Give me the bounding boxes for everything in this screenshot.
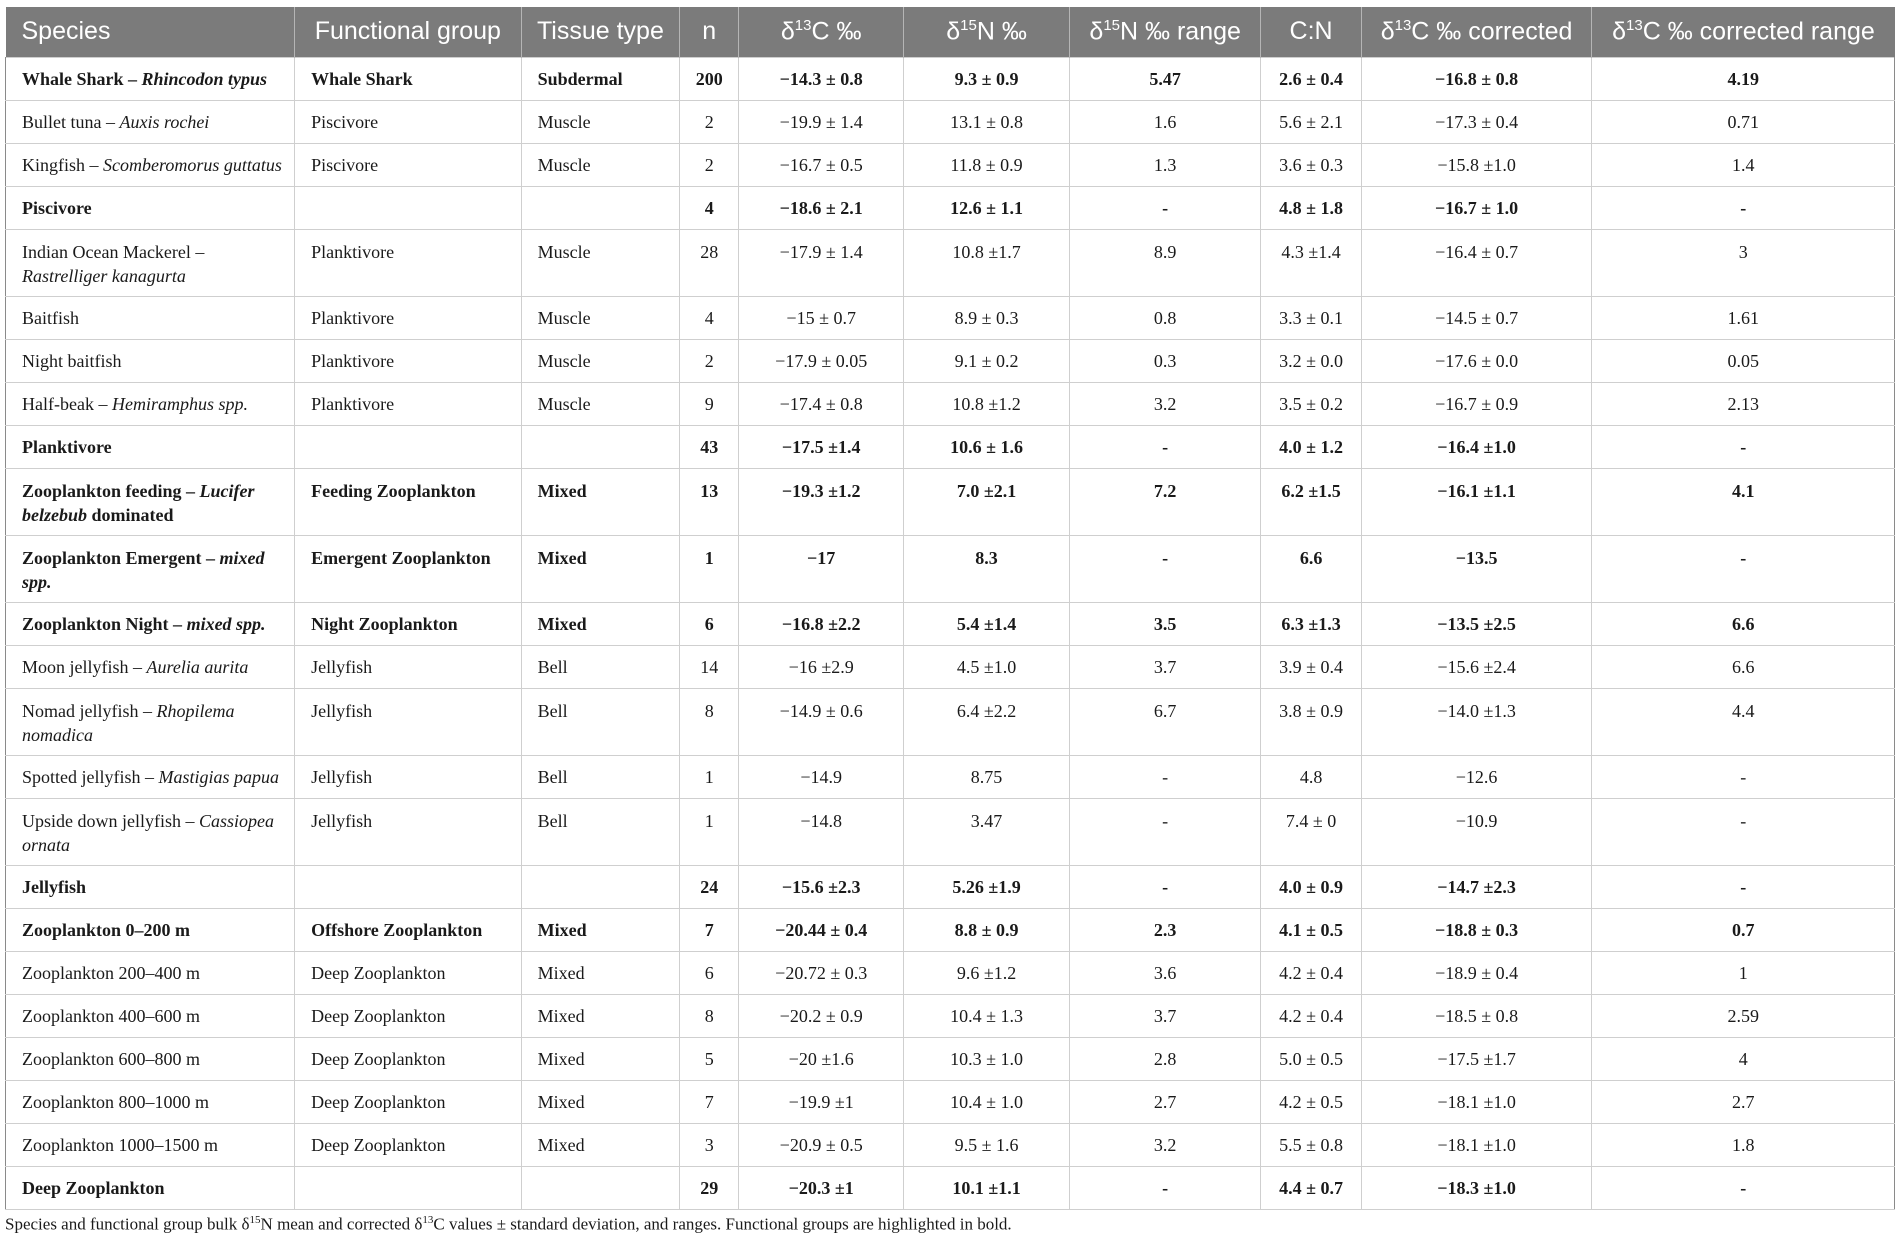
cell-functional-group: Deep Zooplankton <box>295 1080 522 1123</box>
cell-cn: 4.8 ± 1.8 <box>1261 186 1361 229</box>
cell-d13c: −14.9 <box>739 755 904 798</box>
header-n: n <box>680 7 739 57</box>
table-header-row <box>6 7 1895 57</box>
isotope-table <box>5 7 1895 1210</box>
cell-d15n-range: 6.7 <box>1069 688 1261 755</box>
cell-d13c-corrected-range: - <box>1592 1166 1895 1209</box>
cell-d13c-corrected-range: 2.59 <box>1592 994 1895 1037</box>
cell-tissue-type: Subdermal <box>521 57 680 100</box>
cell-n: 2 <box>680 339 739 382</box>
cell-cn: 3.6 ± 0.3 <box>1261 143 1361 186</box>
cell-d13c-corrected: −16.8 ± 0.8 <box>1361 57 1592 100</box>
cell-d13c-corrected: −16.7 ± 0.9 <box>1361 382 1592 425</box>
cell-n: 2 <box>680 143 739 186</box>
table-row <box>6 645 1895 688</box>
cell-functional-group: Emergent Zooplankton <box>295 535 522 602</box>
cell-d13c-corrected-range: 1.8 <box>1592 1123 1895 1166</box>
cell-n: 4 <box>680 296 739 339</box>
cell-d15n: 9.1 ± 0.2 <box>904 339 1070 382</box>
cell-tissue-type: Bell <box>521 645 680 688</box>
cell-cn: 6.3 ±1.3 <box>1261 602 1361 645</box>
cell-d13c-corrected: −14.0 ±1.3 <box>1361 688 1592 755</box>
table-row <box>6 1037 1895 1080</box>
table-row <box>6 798 1895 865</box>
cell-functional-group: Jellyfish <box>295 688 522 755</box>
cell-d13c: −15 ± 0.7 <box>739 296 904 339</box>
cell-d13c: −20.9 ± 0.5 <box>739 1123 904 1166</box>
cell-d13c-corrected-range: 0.05 <box>1592 339 1895 382</box>
cell-d15n: 8.8 ± 0.9 <box>904 908 1070 951</box>
cell-d13c: −17.5 ±1.4 <box>739 425 904 468</box>
cell-species: Planktivore <box>6 425 295 468</box>
cell-d15n: 8.9 ± 0.3 <box>904 296 1070 339</box>
cell-d13c-corrected-range: 4 <box>1592 1037 1895 1080</box>
cell-d13c-corrected: −18.9 ± 0.4 <box>1361 951 1592 994</box>
cell-d15n: 9.6 ±1.2 <box>904 951 1070 994</box>
table-row <box>6 468 1895 535</box>
cell-species: Jellyfish <box>6 865 295 908</box>
cell-species: Zooplankton 0–200 m <box>6 908 295 951</box>
table-row <box>6 1166 1895 1209</box>
cell-d15n-range: 0.8 <box>1069 296 1261 339</box>
cell-species: Half-beak – Hemiramphus spp. <box>6 382 295 425</box>
cell-n: 4 <box>680 186 739 229</box>
cell-species: Upside down jellyfish – Cassiopea ornata <box>6 798 295 865</box>
cell-tissue-type: Muscle <box>521 100 680 143</box>
cell-n: 28 <box>680 229 739 296</box>
cell-d13c-corrected: −15.8 ±1.0 <box>1361 143 1592 186</box>
cell-cn: 4.2 ± 0.5 <box>1261 1080 1361 1123</box>
cell-cn: 3.9 ± 0.4 <box>1261 645 1361 688</box>
table-row <box>6 602 1895 645</box>
cell-cn: 3.8 ± 0.9 <box>1261 688 1361 755</box>
cell-tissue-type: Muscle <box>521 143 680 186</box>
cell-d13c-corrected-range: 4.1 <box>1592 468 1895 535</box>
cell-species: Baitfish <box>6 296 295 339</box>
cell-n: 9 <box>680 382 739 425</box>
cell-d13c-corrected: −18.3 ±1.0 <box>1361 1166 1592 1209</box>
table-row <box>6 1080 1895 1123</box>
cell-d15n-range: 3.2 <box>1069 382 1261 425</box>
cell-functional-group <box>295 1166 522 1209</box>
cell-d15n: 6.4 ±2.2 <box>904 688 1070 755</box>
cell-tissue-type: Mixed <box>521 1080 680 1123</box>
cell-tissue-type: Mixed <box>521 951 680 994</box>
cell-species: Indian Ocean Mackerel – Rastrelliger kanagurta <box>6 229 295 296</box>
header-d13c-corrected-range: $\delta^{13}C$ ‰ corrected range <box>1592 7 1895 57</box>
cell-d13c: −20 ±1.6 <box>739 1037 904 1080</box>
cell-cn: 4.3 ±1.4 <box>1261 229 1361 296</box>
cell-n: 7 <box>680 908 739 951</box>
cell-tissue-type: Bell <box>521 755 680 798</box>
cell-n: 8 <box>680 994 739 1037</box>
cell-d13c: −16.8 ±2.2 <box>739 602 904 645</box>
cell-tissue-type: Mixed <box>521 1037 680 1080</box>
cell-tissue-type: Bell <box>521 688 680 755</box>
cell-d13c-corrected: −18.1 ±1.0 <box>1361 1080 1592 1123</box>
cell-tissue-type: Muscle <box>521 339 680 382</box>
cell-d13c-corrected: −17.6 ± 0.0 <box>1361 339 1592 382</box>
cell-tissue-type: Muscle <box>521 382 680 425</box>
cell-d15n-range: 7.2 <box>1069 468 1261 535</box>
cell-cn: 6.2 ±1.5 <box>1261 468 1361 535</box>
cell-tissue-type: Mixed <box>521 535 680 602</box>
cell-tissue-type: Mixed <box>521 994 680 1037</box>
cell-d13c: −17.4 ± 0.8 <box>739 382 904 425</box>
header-d13c: $\delta^{13}C$ ‰ <box>739 7 904 57</box>
header-functional-group: Functional group <box>295 7 522 57</box>
cell-tissue-type: Muscle <box>521 229 680 296</box>
cell-d13c-corrected-range: 0.71 <box>1592 100 1895 143</box>
cell-species: Zooplankton 800–1000 m <box>6 1080 295 1123</box>
header-d15n-range: $\delta^{15}N$ ‰ range <box>1069 7 1261 57</box>
cell-d15n: 10.8 ±1.7 <box>904 229 1070 296</box>
cell-species: Zooplankton 1000–1500 m <box>6 1123 295 1166</box>
table-caption: Species and functional group bulk $\delta^{15}N$ mean and corrected $\delta^{13}C$ values ± standard deviation, and ranges. Functional groups are highlighted in bold. <box>5 1214 1012 1234</box>
cell-n: 43 <box>680 425 739 468</box>
cell-d13c: −17.9 ± 1.4 <box>739 229 904 296</box>
cell-species: Zooplankton 200–400 m <box>6 951 295 994</box>
cell-species: Kingfish – Scomberomorus guttatus <box>6 143 295 186</box>
cell-functional-group: Whale Shark <box>295 57 522 100</box>
header-d13c-corrected: $\delta^{13}C$ ‰ corrected <box>1361 7 1592 57</box>
cell-functional-group: Jellyfish <box>295 755 522 798</box>
cell-n: 1 <box>680 798 739 865</box>
cell-tissue-type <box>521 1166 680 1209</box>
cell-tissue-type <box>521 186 680 229</box>
cell-n: 1 <box>680 755 739 798</box>
cell-functional-group <box>295 865 522 908</box>
cell-d15n: 9.3 ± 0.9 <box>904 57 1070 100</box>
cell-n: 2 <box>680 100 739 143</box>
cell-species: Bullet tuna – Auxis rochei <box>6 100 295 143</box>
cell-d15n-range: - <box>1069 1166 1261 1209</box>
cell-d13c: −19.3 ±1.2 <box>739 468 904 535</box>
cell-d13c-corrected-range: - <box>1592 186 1895 229</box>
cell-tissue-type <box>521 865 680 908</box>
cell-d13c-corrected-range: - <box>1592 755 1895 798</box>
table-row <box>6 296 1895 339</box>
cell-d15n-range: 1.3 <box>1069 143 1261 186</box>
cell-d15n-range: 3.2 <box>1069 1123 1261 1166</box>
cell-cn: 4.0 ± 1.2 <box>1261 425 1361 468</box>
cell-functional-group: Piscivore <box>295 100 522 143</box>
cell-d15n-range: - <box>1069 755 1261 798</box>
cell-cn: 4.8 <box>1261 755 1361 798</box>
header-species: Species <box>21 17 111 46</box>
cell-d13c-corrected: −14.5 ± 0.7 <box>1361 296 1592 339</box>
cell-d13c-corrected-range: - <box>1592 425 1895 468</box>
cell-functional-group: Planktivore <box>295 296 522 339</box>
cell-tissue-type: Bell <box>521 798 680 865</box>
table-body <box>6 57 1895 1209</box>
cell-d15n-range: - <box>1069 865 1261 908</box>
cell-d15n-range: 3.5 <box>1069 602 1261 645</box>
cell-d15n-range: - <box>1069 425 1261 468</box>
cell-d13c-corrected: −16.4 ±1.0 <box>1361 425 1592 468</box>
cell-species: Zooplankton feeding – Lucifer belzebub dominated <box>6 468 295 535</box>
cell-d13c-corrected: −17.5 ±1.7 <box>1361 1037 1592 1080</box>
cell-tissue-type: Mixed <box>521 602 680 645</box>
cell-n: 8 <box>680 688 739 755</box>
cell-cn: 5.5 ± 0.8 <box>1261 1123 1361 1166</box>
cell-functional-group: Deep Zooplankton <box>295 951 522 994</box>
cell-d15n-range: 3.7 <box>1069 994 1261 1037</box>
cell-functional-group: Planktivore <box>295 339 522 382</box>
cell-d13c-corrected: −18.1 ±1.0 <box>1361 1123 1592 1166</box>
cell-d15n: 12.6 ± 1.1 <box>904 186 1070 229</box>
cell-d13c-corrected: −13.5 <box>1361 535 1592 602</box>
cell-functional-group: Planktivore <box>295 229 522 296</box>
cell-d13c: −20.3 ±1 <box>739 1166 904 1209</box>
cell-cn: 3.5 ± 0.2 <box>1261 382 1361 425</box>
cell-cn: 3.3 ± 0.1 <box>1261 296 1361 339</box>
table-row <box>6 339 1895 382</box>
cell-d15n: 10.3 ± 1.0 <box>904 1037 1070 1080</box>
cell-cn: 4.1 ± 0.5 <box>1261 908 1361 951</box>
cell-d15n-range: 5.47 <box>1069 57 1261 100</box>
cell-species: Zooplankton 400–600 m <box>6 994 295 1037</box>
cell-d13c-corrected-range: 2.13 <box>1592 382 1895 425</box>
cell-d15n: 7.0 ±2.1 <box>904 468 1070 535</box>
cell-d15n-range: 3.7 <box>1069 645 1261 688</box>
cell-cn: 7.4 ± 0 <box>1261 798 1361 865</box>
table-row <box>6 755 1895 798</box>
cell-functional-group: Planktivore <box>295 382 522 425</box>
cell-d13c: −20.2 ± 0.9 <box>739 994 904 1037</box>
cell-d13c-corrected-range: 3 <box>1592 229 1895 296</box>
table-row <box>6 865 1895 908</box>
cell-d13c-corrected: −18.5 ± 0.8 <box>1361 994 1592 1037</box>
cell-d13c-corrected: −15.6 ±2.4 <box>1361 645 1592 688</box>
cell-d15n-range: - <box>1069 535 1261 602</box>
cell-d13c: −16.7 ± 0.5 <box>739 143 904 186</box>
cell-d15n-range: 0.3 <box>1069 339 1261 382</box>
cell-cn: 5.6 ± 2.1 <box>1261 100 1361 143</box>
cell-d13c: −16 ±2.9 <box>739 645 904 688</box>
cell-functional-group: Deep Zooplankton <box>295 1037 522 1080</box>
table-row <box>6 143 1895 186</box>
cell-d13c-corrected-range: 1.61 <box>1592 296 1895 339</box>
cell-d13c: −14.9 ± 0.6 <box>739 688 904 755</box>
cell-functional-group: Deep Zooplankton <box>295 1123 522 1166</box>
cell-d13c-corrected-range: 2.7 <box>1592 1080 1895 1123</box>
cell-tissue-type: Mixed <box>521 908 680 951</box>
cell-cn: 2.6 ± 0.4 <box>1261 57 1361 100</box>
table-row <box>6 382 1895 425</box>
cell-functional-group: Night Zooplankton <box>295 602 522 645</box>
cell-d13c-corrected: −14.7 ±2.3 <box>1361 865 1592 908</box>
cell-species: Zooplankton 600–800 m <box>6 1037 295 1080</box>
cell-species: Zooplankton Emergent – mixed spp. <box>6 535 295 602</box>
cell-tissue-type: Mixed <box>521 1123 680 1166</box>
cell-species: Zooplankton Night – mixed spp. <box>6 602 295 645</box>
cell-functional-group: Jellyfish <box>295 645 522 688</box>
cell-species: Piscivore <box>6 186 295 229</box>
cell-n: 5 <box>680 1037 739 1080</box>
cell-cn: 4.0 ± 0.9 <box>1261 865 1361 908</box>
cell-functional-group: Offshore Zooplankton <box>295 908 522 951</box>
cell-cn: 3.2 ± 0.0 <box>1261 339 1361 382</box>
cell-d13c-corrected: −18.8 ± 0.3 <box>1361 908 1592 951</box>
cell-d15n: 5.26 ±1.9 <box>904 865 1070 908</box>
table-row <box>6 688 1895 755</box>
cell-d13c-corrected-range: 1 <box>1592 951 1895 994</box>
cell-d13c: −17.9 ± 0.05 <box>739 339 904 382</box>
cell-functional-group <box>295 186 522 229</box>
cell-d13c-corrected: −16.4 ± 0.7 <box>1361 229 1592 296</box>
cell-d13c-corrected-range: - <box>1592 865 1895 908</box>
cell-d15n: 4.5 ±1.0 <box>904 645 1070 688</box>
cell-d15n-range: - <box>1069 186 1261 229</box>
cell-species: Deep Zooplankton <box>6 1166 295 1209</box>
cell-d15n-range: 1.6 <box>1069 100 1261 143</box>
cell-tissue-type: Muscle <box>521 296 680 339</box>
cell-d15n: 8.3 <box>904 535 1070 602</box>
cell-d15n-range: - <box>1069 798 1261 865</box>
cell-d15n: 10.1 ±1.1 <box>904 1166 1070 1209</box>
cell-n: 14 <box>680 645 739 688</box>
table-row <box>6 994 1895 1037</box>
cell-d13c: −20.72 ± 0.3 <box>739 951 904 994</box>
cell-d15n: 10.4 ± 1.0 <box>904 1080 1070 1123</box>
cell-cn: 4.4 ± 0.7 <box>1261 1166 1361 1209</box>
table-row <box>6 229 1895 296</box>
cell-d15n-range: 2.8 <box>1069 1037 1261 1080</box>
table-row <box>6 951 1895 994</box>
cell-d13c-corrected-range: 4.19 <box>1592 57 1895 100</box>
cell-d15n: 10.4 ± 1.3 <box>904 994 1070 1037</box>
cell-d15n: 3.47 <box>904 798 1070 865</box>
cell-n: 6 <box>680 602 739 645</box>
cell-d13c-corrected-range: 4.4 <box>1592 688 1895 755</box>
table-row <box>6 186 1895 229</box>
cell-species: Nomad jellyfish – Rhopilema nomadica <box>6 688 295 755</box>
table-row <box>6 1123 1895 1166</box>
cell-cn: 6.6 <box>1261 535 1361 602</box>
cell-functional-group: Jellyfish <box>295 798 522 865</box>
cell-d13c-corrected: −13.5 ±2.5 <box>1361 602 1592 645</box>
cell-d15n: 5.4 ±1.4 <box>904 602 1070 645</box>
cell-d15n-range: 2.7 <box>1069 1080 1261 1123</box>
cell-d13c: −20.44 ± 0.4 <box>739 908 904 951</box>
cell-d13c-corrected-range: 0.7 <box>1592 908 1895 951</box>
cell-d13c: −17 <box>739 535 904 602</box>
cell-d13c: −15.6 ±2.3 <box>739 865 904 908</box>
cell-n: 6 <box>680 951 739 994</box>
table-row <box>6 57 1895 100</box>
header-d15n: $\delta^{15}N$ ‰ <box>904 7 1070 57</box>
cell-d13c-corrected-range: 6.6 <box>1592 602 1895 645</box>
cell-species: Moon jellyfish – Aurelia aurita <box>6 645 295 688</box>
cell-cn: 5.0 ± 0.5 <box>1261 1037 1361 1080</box>
cell-d13c: −14.3 ± 0.8 <box>739 57 904 100</box>
cell-d15n-range: 8.9 <box>1069 229 1261 296</box>
table-row <box>6 100 1895 143</box>
cell-d13c: −19.9 ±1 <box>739 1080 904 1123</box>
cell-d13c: −18.6 ± 2.1 <box>739 186 904 229</box>
cell-d13c-corrected-range: 6.6 <box>1592 645 1895 688</box>
table-row <box>6 535 1895 602</box>
cell-tissue-type: Mixed <box>521 468 680 535</box>
table-row <box>6 425 1895 468</box>
cell-n: 7 <box>680 1080 739 1123</box>
cell-functional-group: Feeding Zooplankton <box>295 468 522 535</box>
cell-n: 13 <box>680 468 739 535</box>
cell-d13c-corrected: −17.3 ± 0.4 <box>1361 100 1592 143</box>
cell-species: Whale Shark – Rhincodon typus <box>6 57 295 100</box>
cell-n: 1 <box>680 535 739 602</box>
cell-d15n-range: 2.3 <box>1069 908 1261 951</box>
cell-d13c: −19.9 ± 1.4 <box>739 100 904 143</box>
cell-functional-group: Piscivore <box>295 143 522 186</box>
cell-d15n: 8.75 <box>904 755 1070 798</box>
cell-d13c-corrected: −16.7 ± 1.0 <box>1361 186 1592 229</box>
cell-species: Night baitfish <box>6 339 295 382</box>
cell-d15n: 11.8 ± 0.9 <box>904 143 1070 186</box>
table-row <box>6 908 1895 951</box>
cell-n: 24 <box>680 865 739 908</box>
cell-species: Spotted jellyfish – Mastigias papua <box>6 755 295 798</box>
cell-d13c: −14.8 <box>739 798 904 865</box>
cell-d15n: 10.8 ±1.2 <box>904 382 1070 425</box>
cell-d15n-range: 3.6 <box>1069 951 1261 994</box>
header-cn: C:N <box>1261 7 1361 57</box>
cell-cn: 4.2 ± 0.4 <box>1261 994 1361 1037</box>
cell-functional-group: Deep Zooplankton <box>295 994 522 1037</box>
cell-d13c-corrected: −12.6 <box>1361 755 1592 798</box>
cell-d13c-corrected-range: 1.4 <box>1592 143 1895 186</box>
cell-d13c-corrected: −10.9 <box>1361 798 1592 865</box>
cell-tissue-type <box>521 425 680 468</box>
cell-d15n: 13.1 ± 0.8 <box>904 100 1070 143</box>
cell-d15n: 10.6 ± 1.6 <box>904 425 1070 468</box>
cell-n: 29 <box>680 1166 739 1209</box>
header-tissue-type: Tissue type <box>521 7 680 57</box>
cell-n: 200 <box>680 57 739 100</box>
cell-n: 3 <box>680 1123 739 1166</box>
cell-functional-group <box>295 425 522 468</box>
cell-d13c-corrected-range: - <box>1592 535 1895 602</box>
cell-cn: 4.2 ± 0.4 <box>1261 951 1361 994</box>
cell-d15n: 9.5 ± 1.6 <box>904 1123 1070 1166</box>
cell-d13c-corrected-range: - <box>1592 798 1895 865</box>
cell-d13c-corrected: −16.1 ±1.1 <box>1361 468 1592 535</box>
